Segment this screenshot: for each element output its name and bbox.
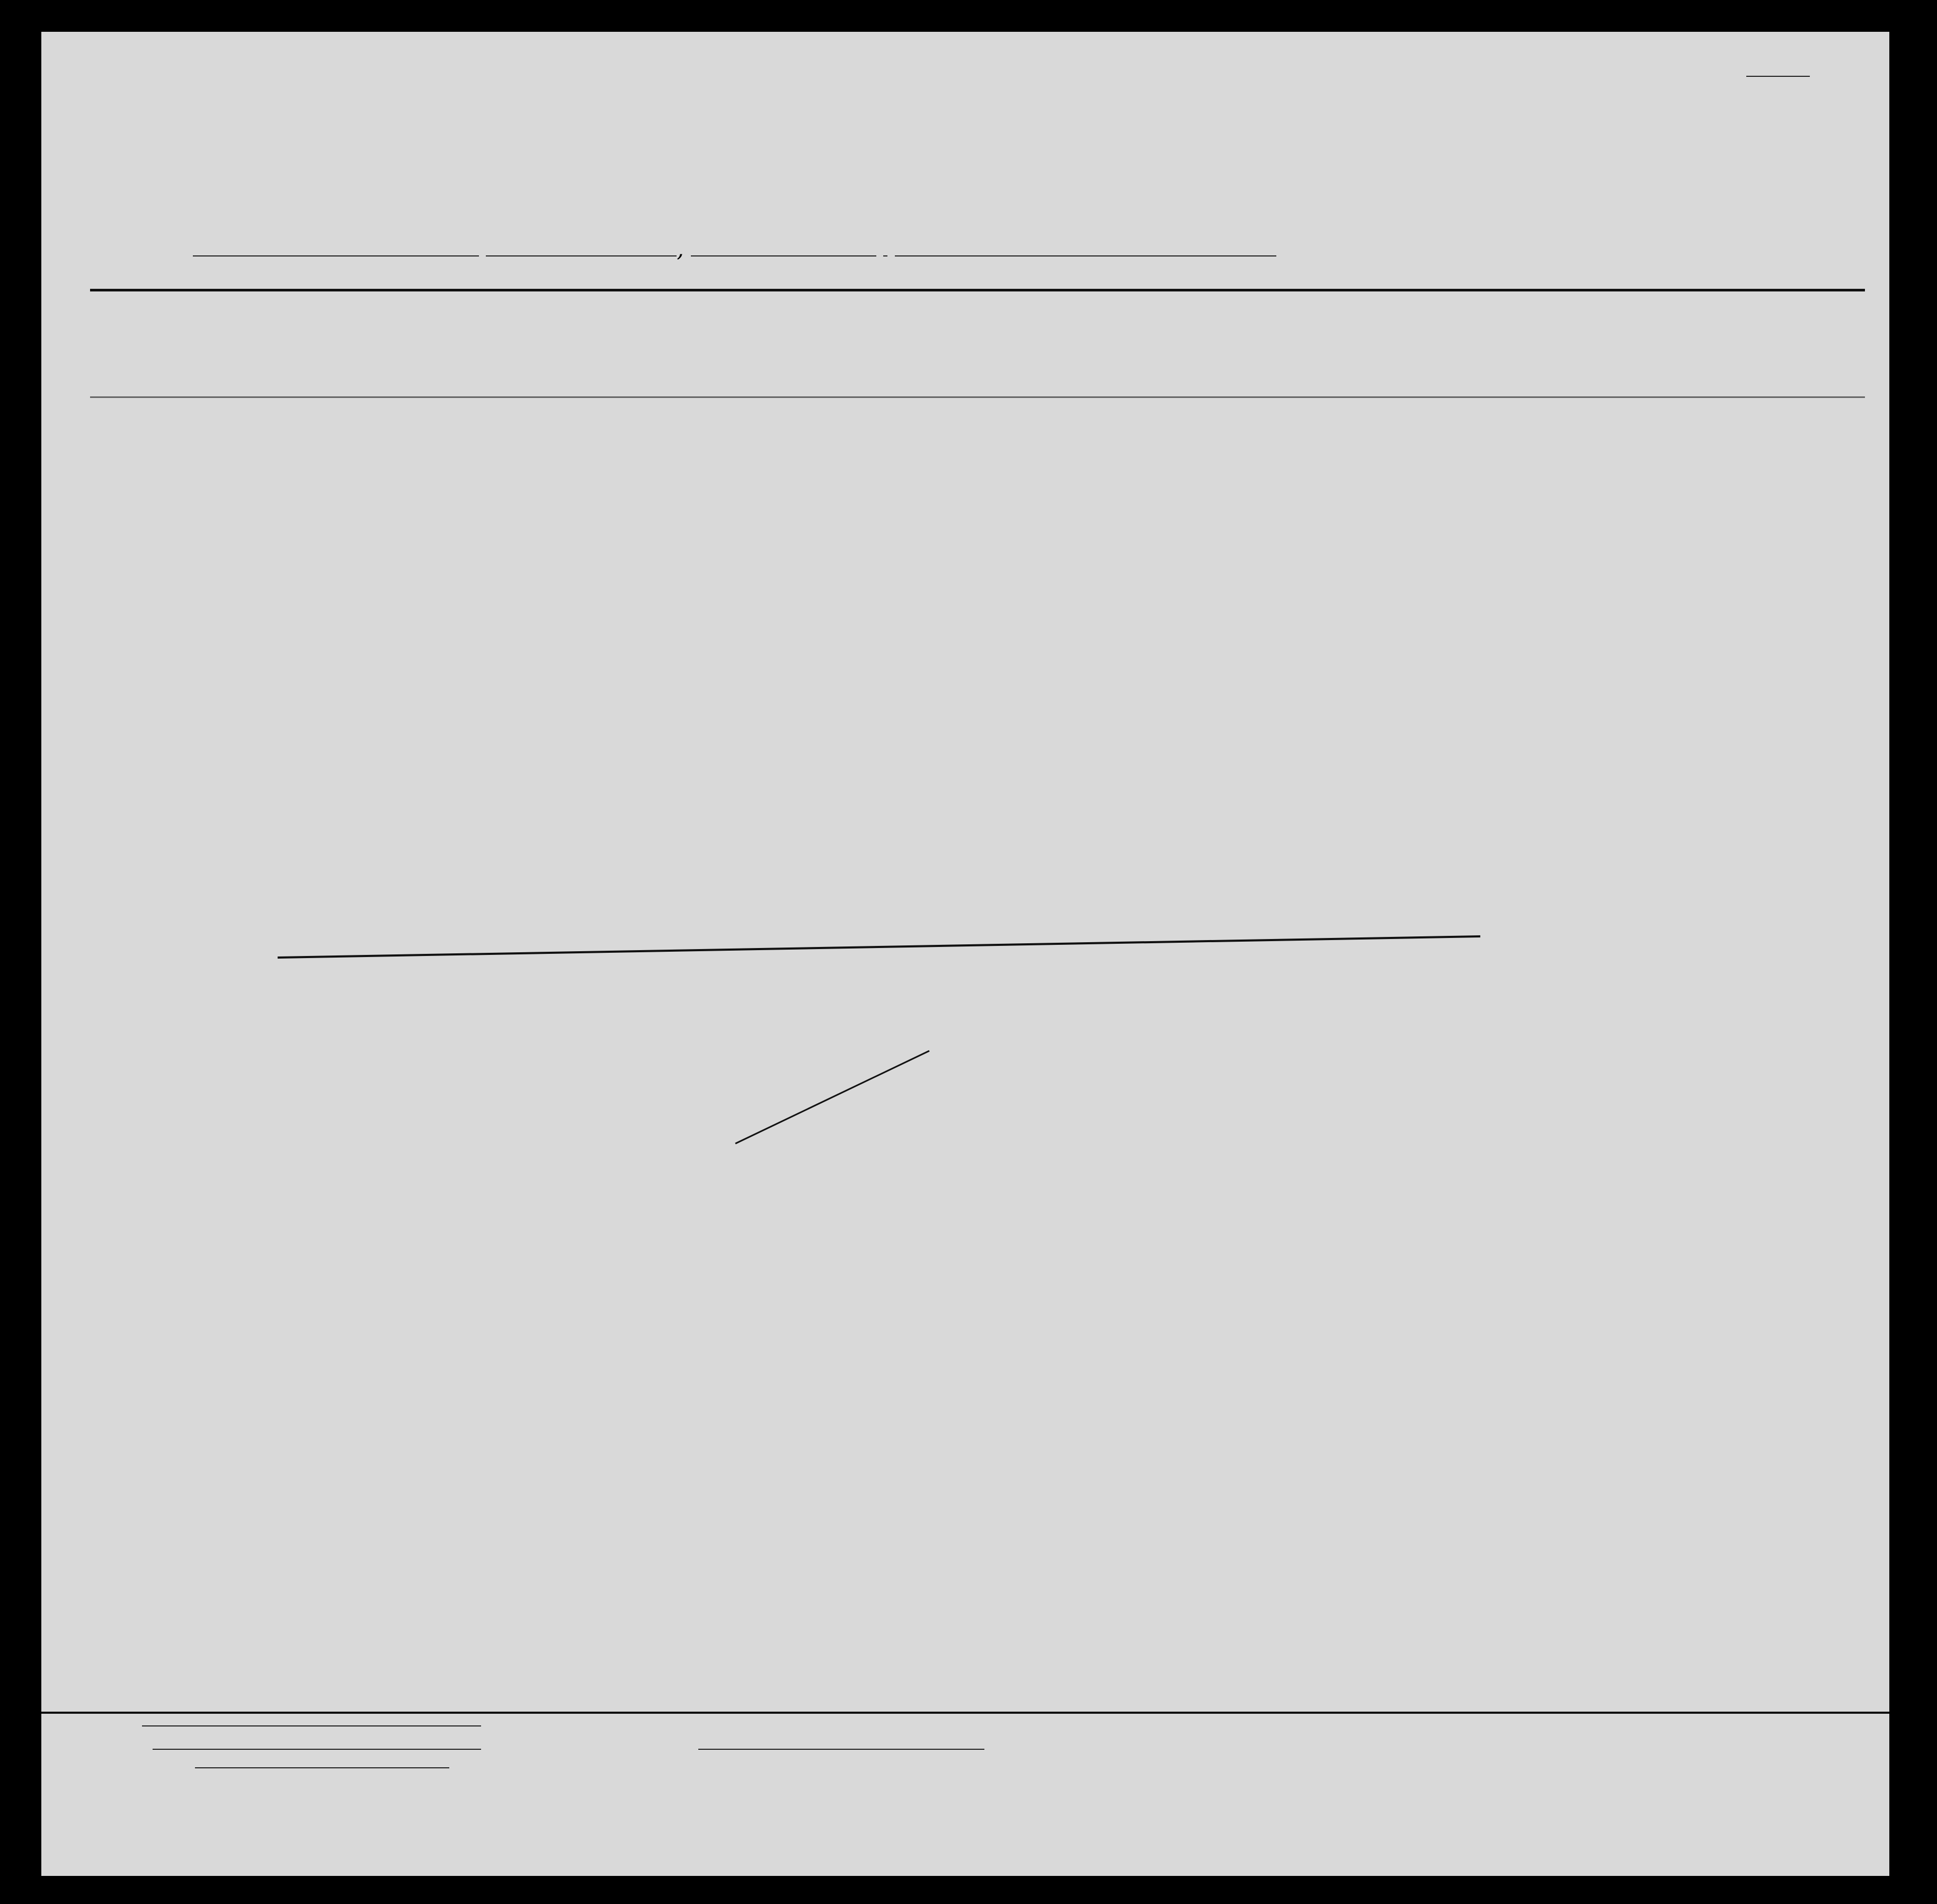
arriving-port bbox=[486, 255, 677, 256]
arrival-date bbox=[691, 255, 876, 256]
from-port bbox=[895, 255, 1276, 256]
signature-underline bbox=[735, 1051, 929, 1144]
inspector-signature-line bbox=[698, 1749, 984, 1750]
vessel-name bbox=[193, 255, 479, 256]
owners-value bbox=[153, 1749, 481, 1750]
vessel-info-line: , bbox=[193, 236, 1835, 262]
footer-rule bbox=[41, 1712, 1889, 1714]
year-suffix bbox=[883, 255, 887, 256]
end-of-list-rule bbox=[278, 936, 1480, 958]
line-value bbox=[142, 1725, 481, 1726]
crew-table bbox=[90, 289, 1865, 1743]
handwriting-layer bbox=[90, 289, 1865, 1743]
sheet-number bbox=[1746, 65, 1810, 80]
manifest-sheet bbox=[41, 32, 1889, 1876]
local-agents-value bbox=[195, 1767, 449, 1768]
sheet-number-value bbox=[1746, 76, 1810, 77]
